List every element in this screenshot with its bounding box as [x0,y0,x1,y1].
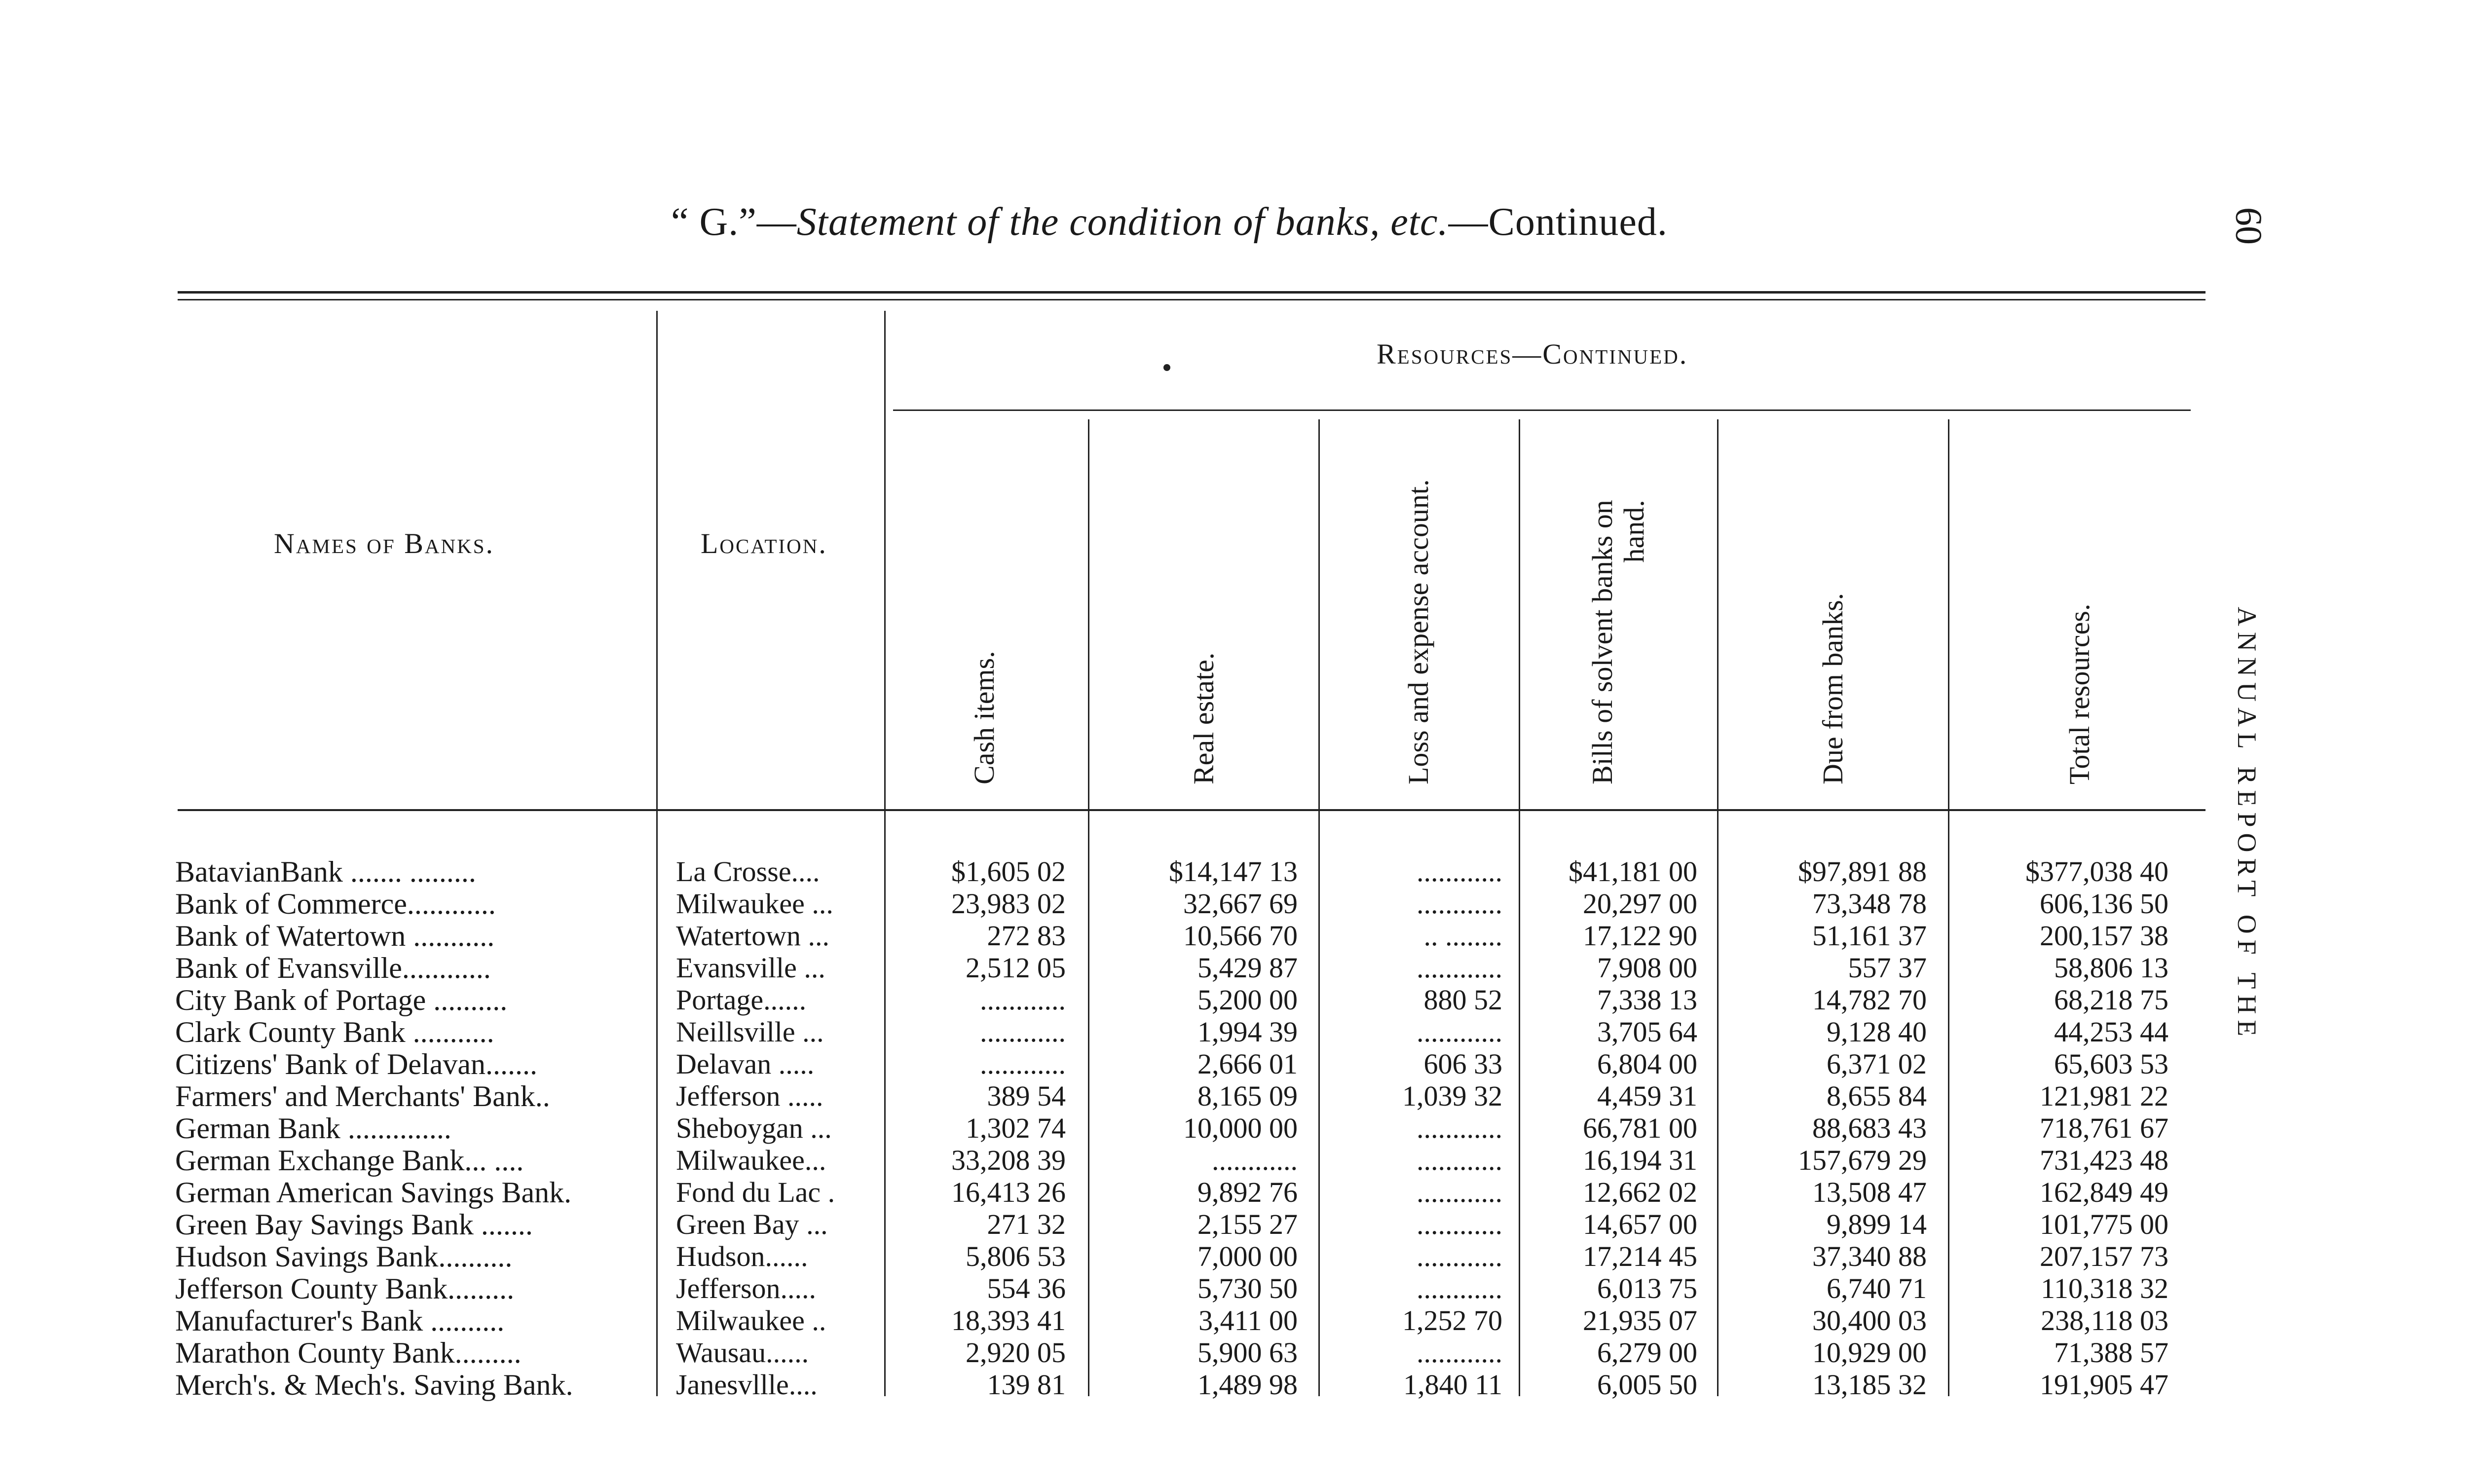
total-resources-cell: 44,253 44 [2054,1016,2168,1048]
location-cell: La Crosse.... [676,855,820,888]
cash-items-cell: ............ [980,1016,1066,1048]
location-cell: Sheboygan ... [676,1112,832,1144]
location-cell: Milwaukee ... [676,888,833,920]
real-estate-cell: 3,411 00 [1198,1304,1298,1336]
loss-expense-cell: ............ [1417,888,1502,920]
cash-items-cell: 139 81 [987,1369,1066,1401]
total-resources-cell: 191,905 47 [2040,1369,2168,1401]
location-cell: Evansville ... [676,952,825,984]
loss-expense-cell: .. ........ [1423,920,1502,952]
due-from-banks-cell: 37,340 88 [1812,1240,1927,1272]
due-from-banks-cell: 6,371 02 [1827,1048,1927,1080]
loss-expense-cell: 1,039 32 [1402,1080,1502,1112]
bank-name-cell: Citizens' Bank of Delavan....... [175,1048,537,1080]
bills-solvent-cell: 20,297 00 [1583,888,1697,920]
loss-expense-cell: ............ [1417,1144,1502,1176]
real-estate-cell: 1,489 98 [1197,1369,1298,1401]
due-from-banks-cell: 30,400 03 [1812,1304,1927,1336]
due-from-banks-cell: 8,655 84 [1827,1080,1927,1112]
bills-solvent-cell: 14,657 00 [1583,1208,1697,1240]
real-estate-cell: 5,900 63 [1197,1336,1298,1369]
due-from-banks-cell: 6,740 71 [1827,1272,1927,1304]
loss-expense-cell: ............ [1417,952,1502,984]
top-rule-1 [178,291,2205,294]
bank-name-cell: City Bank of Portage .......... [175,984,508,1016]
due-from-banks-cell: 157,679 29 [1798,1144,1927,1176]
bank-name-cell: Manufacturer's Bank .......... [175,1304,505,1337]
location-cell: Green Bay ... [676,1208,828,1240]
cash-items-cell: 1,302 74 [966,1112,1066,1144]
loss-expense-cell: 1,840 11 [1403,1369,1502,1401]
due-from-banks-cell: 73,348 78 [1812,888,1927,920]
bank-name-cell: Hudson Savings Bank.......... [175,1240,513,1273]
bank-name-cell: German Bank .............. [175,1112,451,1145]
location-cell: Neillsville ... [676,1016,824,1048]
real-estate-cell: ............ [1212,1144,1298,1176]
total-resources-cell: 207,157 73 [2040,1240,2168,1272]
header-due-from-banks [1817,593,1849,784]
bills-solvent-cell: 12,662 02 [1583,1176,1697,1208]
location-header: Location. [701,527,827,559]
due-from-banks-cell: 9,899 14 [1827,1208,1927,1240]
cash-items-cell: 389 54 [987,1080,1066,1112]
header-bottom-rule [178,809,2205,811]
bills-solvent-cell: 7,338 13 [1597,984,1697,1016]
due-from-banks-cell: 51,161 37 [1812,920,1927,952]
bills-solvent-cell: 6,804 00 [1597,1048,1697,1080]
loss-expense-cell: ............ [1417,855,1502,888]
total-resources-cell: 71,388 57 [2054,1336,2168,1369]
due-from-banks-cell: 557 37 [1848,952,1927,984]
bills-solvent-cell: 17,214 45 [1583,1240,1697,1272]
title-prefix: “ G.”— [671,200,797,244]
header-bills-solvent-line: hand. [1618,500,1650,563]
header-real-estate-line: Real estate. [1188,652,1220,784]
bank-name-cell: Jefferson County Bank......... [175,1272,515,1305]
cash-items-cell: 23,983 02 [951,888,1066,920]
total-resources-cell: 731,423 48 [2040,1144,2168,1176]
real-estate-cell: 2,666 01 [1197,1048,1298,1080]
loss-expense-cell: ............ [1417,1208,1502,1240]
real-estate-cell: 5,730 50 [1197,1272,1298,1304]
loss-expense-cell: 606 33 [1423,1048,1502,1080]
bills-solvent-cell: 66,781 00 [1583,1112,1697,1144]
running-head: ANNUAL REPORT OF THE [2232,607,2262,1042]
location-cell: Janesvllle.... [676,1369,818,1401]
due-from-banks-cell: 10,929 00 [1812,1336,1927,1369]
loss-expense-cell: 1,252 70 [1402,1304,1502,1336]
header-cash-items-line: Cash items. [968,651,1000,784]
page-title [671,200,1668,245]
real-estate-cell: 9,892 76 [1197,1176,1298,1208]
header-loss-expense [1403,480,1434,784]
bills-solvent-cell: $41,181 00 [1569,855,1697,888]
names-header: Names of Banks. [274,527,495,559]
bills-solvent-cell: 6,005 50 [1597,1369,1697,1401]
bank-name-cell: Bank of Evansville............ [175,952,491,984]
top-rule-2 [178,299,2205,300]
due-from-banks-cell: $97,891 88 [1798,855,1927,888]
real-estate-cell: 1,994 39 [1197,1016,1298,1048]
cash-items-cell: 271 32 [987,1208,1066,1240]
loss-expense-cell: ............ [1417,1336,1502,1369]
resources-group-header: Resources—Continued. [1377,338,1688,370]
total-resources-cell: 162,849 49 [2040,1176,2168,1208]
cash-items-cell: 5,806 53 [966,1240,1066,1272]
bills-solvent-cell: 7,908 00 [1597,952,1697,984]
bills-solvent-cell: 6,279 00 [1597,1336,1697,1369]
bank-name-cell: Bank of Commerce............ [175,888,496,920]
loss-expense-cell: ............ [1417,1272,1502,1304]
bank-name-cell: Farmers' and Merchants' Bank.. [175,1080,550,1113]
header-bills-solvent [1587,500,1650,784]
header-total-resources [2064,604,2095,784]
real-estate-cell: 32,667 69 [1183,888,1298,920]
real-estate-cell: 8,165 09 [1197,1080,1298,1112]
cash-items-cell: $1,605 02 [951,855,1066,888]
header-dot [1163,364,1170,371]
header-bills-solvent-line: Bills of solvent banks on [1586,500,1618,784]
cash-items-cell: ............ [980,984,1066,1016]
location-cell: Wausau...... [676,1336,809,1369]
bills-solvent-cell: 17,122 90 [1583,920,1697,952]
bills-solvent-cell: 4,459 31 [1597,1080,1697,1112]
total-resources-cell: 65,603 53 [2054,1048,2168,1080]
cash-items-cell: 16,413 26 [951,1176,1066,1208]
real-estate-cell: 5,200 00 [1197,984,1298,1016]
page-number: 60 [2228,207,2269,245]
location-cell: Jefferson ..... [676,1080,823,1112]
location-cell: Milwaukee .. [676,1304,826,1336]
location-cell: Delavan ..... [676,1048,815,1080]
due-from-banks-cell: 88,683 43 [1812,1112,1927,1144]
header-real-estate [1188,653,1220,784]
loss-expense-cell: ............ [1417,1016,1502,1048]
bank-name-cell: Clark County Bank ........... [175,1016,494,1048]
loss-expense-cell: ............ [1417,1240,1502,1272]
real-estate-cell: 2,155 27 [1197,1208,1298,1240]
bank-name-cell: Merch's. & Mech's. Saving Bank. [175,1369,573,1401]
location-cell: Watertown ... [676,920,830,952]
bank-name-cell: BatavianBank ....... ......... [175,855,476,888]
total-resources-cell: 238,118 03 [2041,1304,2168,1336]
bank-name-cell: Bank of Watertown ........... [175,920,495,952]
bills-solvent-cell: 16,194 31 [1583,1144,1697,1176]
cash-items-cell: ............ [980,1048,1066,1080]
total-resources-cell: 101,775 00 [2040,1208,2168,1240]
total-resources-cell: 606,136 50 [2040,888,2168,920]
cash-items-cell: 2,512 05 [966,952,1066,984]
group-header-rule [893,409,2191,411]
location-cell: Fond du Lac . [676,1176,835,1208]
total-resources-cell: 68,218 75 [2054,984,2168,1016]
title-suffix: —Continued. [1448,200,1668,244]
total-resources-cell: 58,806 13 [2054,952,2168,984]
title-italic: Statement of the condition of banks, etc. [796,200,1449,244]
total-resources-cell: 121,981 22 [2040,1080,2168,1112]
col-rule-realestate [1318,419,1320,1396]
location-cell: Jefferson..... [676,1272,817,1304]
col-rule-due [1948,419,1949,1396]
total-resources-cell: 200,157 38 [2040,920,2168,952]
bills-solvent-cell: 21,935 07 [1583,1304,1697,1336]
due-from-banks-cell: 13,508 47 [1812,1176,1927,1208]
cash-items-cell: 18,393 41 [951,1304,1066,1336]
location-cell: Portage...... [676,984,807,1016]
col-rule-names [656,311,658,1396]
real-estate-cell: $14,147 13 [1169,855,1298,888]
real-estate-cell: 5,429 87 [1197,952,1298,984]
due-from-banks-cell: 13,185 32 [1812,1369,1927,1401]
cash-items-cell: 272 83 [987,920,1066,952]
bank-name-cell: German Exchange Bank... .... [175,1144,524,1177]
due-from-banks-cell: 9,128 40 [1827,1016,1927,1048]
location-cell: Hudson...... [676,1240,808,1272]
cash-items-cell: 554 36 [987,1272,1066,1304]
cash-items-cell: 2,920 05 [966,1336,1066,1369]
due-from-banks-cell: 14,782 70 [1812,984,1927,1016]
bank-name-cell: Green Bay Savings Bank ....... [175,1208,533,1241]
real-estate-cell: 10,566 70 [1183,920,1298,952]
bank-name-cell: Marathon County Bank......... [175,1336,522,1369]
loss-expense-cell: ............ [1417,1112,1502,1144]
bank-name-cell: German American Savings Bank. [175,1176,572,1209]
header-loss-expense-line: Loss and expense account. [1402,479,1434,784]
total-resources-cell: 718,761 67 [2040,1112,2168,1144]
header-total-resources-line: Total resources. [2063,603,2095,784]
header-due-from-banks-line: Due from banks. [1817,593,1849,784]
total-resources-cell: 110,318 32 [2041,1272,2168,1304]
bills-solvent-cell: 3,705 64 [1597,1016,1697,1048]
real-estate-cell: 7,000 00 [1197,1240,1298,1272]
bills-solvent-cell: 6,013 75 [1597,1272,1697,1304]
loss-expense-cell: 880 52 [1423,984,1502,1016]
real-estate-cell: 10,000 00 [1183,1112,1298,1144]
loss-expense-cell: ............ [1417,1176,1502,1208]
header-cash-items [969,651,1000,784]
cash-items-cell: 33,208 39 [951,1144,1066,1176]
total-resources-cell: $377,038 40 [2025,855,2168,888]
location-cell: Milwaukee... [676,1144,826,1176]
